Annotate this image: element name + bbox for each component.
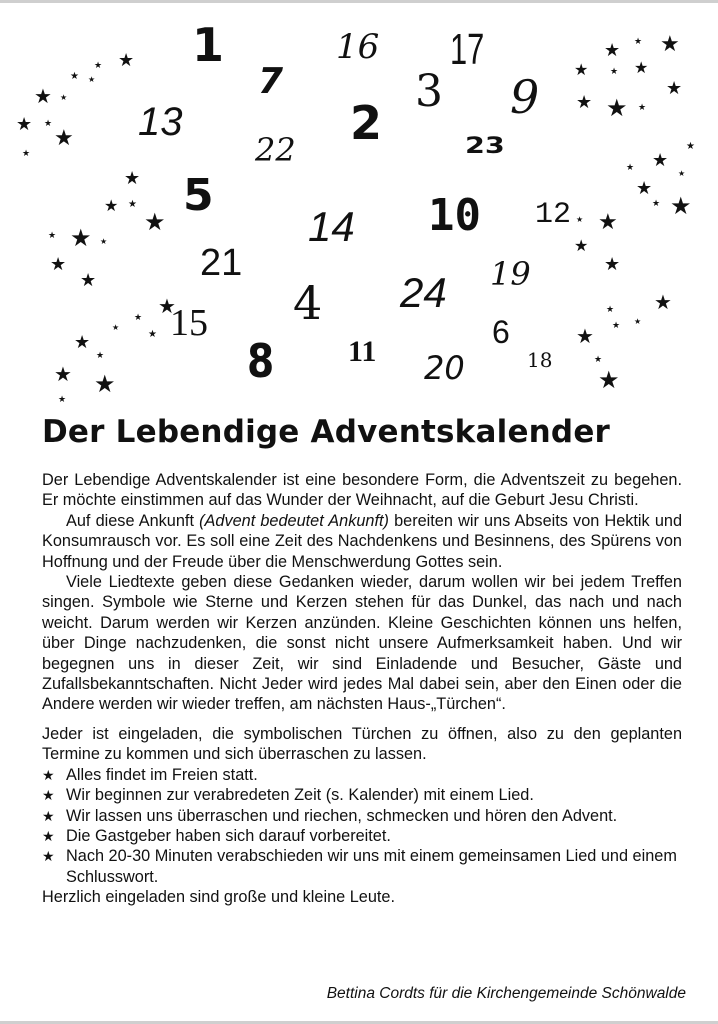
star-icon: ★ <box>612 321 621 331</box>
star-icon: ★ <box>44 119 53 129</box>
door-number: 19 <box>490 255 531 293</box>
star-icon: ★ <box>96 351 105 361</box>
italic-note: (Advent bedeutet Ankunft) <box>199 511 389 530</box>
door-number: 24 <box>400 269 447 316</box>
door-number: 10 <box>428 190 481 241</box>
page-title: Der Lebendige Adventskalender <box>42 414 611 450</box>
star-icon: ★ <box>576 215 584 224</box>
star-icon: ★ <box>652 199 661 209</box>
star-icon: ★ <box>16 114 33 135</box>
star-icon: ★ <box>94 61 103 71</box>
star-icon: ★ <box>604 254 621 275</box>
star-icon: ★ <box>54 126 74 151</box>
door-number: 1 <box>192 18 225 72</box>
star-icon: ★ <box>598 366 620 394</box>
door-number: 23 <box>465 134 505 159</box>
star-icon: ★ <box>666 78 683 99</box>
door-number: 11 <box>348 335 377 368</box>
door-number: 9 <box>510 70 540 124</box>
paragraph-intro: Der Lebendige Adventskalender ist eine besondere Form, die Adventszeit zu begehen. Er möchte einstimmen auf das Wunder der Weihnacht, auf die Geburt Jesu Christi. <box>42 471 682 510</box>
door-number: 20 <box>424 349 465 387</box>
list-item <box>42 826 682 846</box>
star-icon: ★ <box>70 71 79 82</box>
star-icon: ★ <box>50 254 67 275</box>
star-icon: ★ <box>636 178 653 199</box>
star-icon: ★ <box>634 58 649 77</box>
closing-line: Herzlich eingeladen sind große und kleine Leute. <box>42 888 395 907</box>
signature: Bettina Cordts für die Kirchengemeinde Schönwalde <box>326 985 686 1002</box>
list-item <box>42 806 682 826</box>
star-bullet-icon: ★ <box>42 807 55 824</box>
star-icon: ★ <box>100 237 108 246</box>
door-number: 14 <box>308 203 355 250</box>
star-icon: ★ <box>678 169 686 178</box>
door-number: 2 <box>350 96 383 150</box>
paragraph-invitation: Jeder ist eingeladen, die symbolischen Türchen zu öffnen, also zu den geplanten Termine zu kommen und sich überraschen zu lassen. <box>42 724 682 764</box>
list-item-text: Alles findet im Freien statt. <box>66 765 258 784</box>
star-icon: ★ <box>48 231 57 241</box>
star-icon: ★ <box>144 208 166 236</box>
star-icon: ★ <box>124 168 141 189</box>
star-icon: ★ <box>58 395 67 405</box>
star-icon: ★ <box>634 317 642 326</box>
list-item <box>42 785 682 805</box>
door-number: 3 <box>415 66 443 117</box>
list-item-text: Die Gastgeber haben sich darauf vorbereitet. <box>66 826 391 845</box>
door-number: 16 <box>336 27 380 67</box>
star-bullet-icon: ★ <box>42 787 55 804</box>
star-icon: ★ <box>594 355 603 365</box>
star-icon: ★ <box>660 32 680 57</box>
star-icon: ★ <box>652 150 669 171</box>
star-icon: ★ <box>60 93 68 102</box>
star-icon: ★ <box>112 323 120 332</box>
star-icon: ★ <box>80 270 97 291</box>
door-number: 8 <box>247 334 275 388</box>
door-number: 4 <box>293 276 323 330</box>
star-icon: ★ <box>634 37 643 47</box>
star-icon: ★ <box>88 75 96 84</box>
list-item <box>42 765 682 785</box>
star-icon: ★ <box>54 362 72 386</box>
door-number: 5 <box>183 170 214 221</box>
star-icon: ★ <box>606 305 615 315</box>
list-item-text: Wir lassen uns überraschen und riechen, schmecken und hören den Advent. <box>66 806 618 825</box>
door-number: 7 <box>258 61 284 102</box>
paragraph-ankunft <box>42 511 682 572</box>
paragraph-text: bereiten wir uns Abseits von Hektik und Konsumrausch vor. Es soll eine Zeit des Nachdenkens und Besinnens, des Spürens von Hoffnung und der Freude über die Menschwerdung Gottes sein. <box>42 511 682 571</box>
star-icon: ★ <box>22 149 31 159</box>
star-icon: ★ <box>598 210 618 235</box>
door-number: 17 <box>450 25 485 74</box>
star-icon: ★ <box>610 67 619 77</box>
star-bullet-icon: ★ <box>42 848 55 865</box>
star-icon: ★ <box>74 332 91 353</box>
star-bullet-icon: ★ <box>42 827 55 844</box>
star-icon: ★ <box>134 313 143 323</box>
star-icon: ★ <box>94 370 116 398</box>
door-number: 21 <box>200 242 243 284</box>
star-icon: ★ <box>670 192 692 220</box>
article-body <box>42 470 682 908</box>
star-icon: ★ <box>148 329 157 340</box>
star-icon: ★ <box>574 236 589 255</box>
door-number: 12 <box>535 198 572 232</box>
star-icon: ★ <box>604 40 621 61</box>
star-icon: ★ <box>654 290 672 314</box>
door-number: 6 <box>492 314 510 350</box>
star-icon: ★ <box>70 224 92 252</box>
star-bullet-icon: ★ <box>42 766 55 783</box>
star-icon: ★ <box>128 199 137 210</box>
paragraph-text: Auf diese Ankunft <box>66 511 200 530</box>
star-icon: ★ <box>576 324 594 348</box>
door-number: 22 <box>255 131 296 169</box>
star-icon: ★ <box>34 84 52 108</box>
list-item-text: Wir beginnen zur verabredeten Zeit (s. Kalender) mit einem Lied. <box>66 786 534 805</box>
star-icon: ★ <box>606 94 628 122</box>
star-icon: ★ <box>626 163 635 173</box>
paragraph-lieder: Viele Liedtexte geben diese Gedanken wieder, darum wollen wir bei jedem Treffen singen. Symbole wie Sterne und Kerzen stehen für das Dunkel, das nach und nach weicht. Darum werden wir Kerzen anzünden. Kleine Geschichten können uns helfen, über Dinge nachzudenken, die sonst nicht unsere Aufmerksamkeit haben. Und wir begegnen uns in dieser Zeit, wir sind Einladende und Besucher, Gäste und Zufallsbekanntschaften. Nicht Jeder wird jedes Mal dabei sein, aber den Einen oder die Andere werden wir wieder treffen, am nächsten Haus-„Türchen“. <box>42 573 682 714</box>
list-item <box>42 846 682 887</box>
door-number: 15 <box>170 302 208 344</box>
star-icon: ★ <box>118 50 135 71</box>
door-number: 18 <box>527 348 553 372</box>
rules-list <box>42 765 682 887</box>
star-icon: ★ <box>686 141 695 152</box>
star-icon: ★ <box>574 60 589 79</box>
list-item-text: Nach 20-30 Minuten verabschieden wir uns mit einem gemeinsamen Lied und einem Schlusswort. <box>66 847 677 886</box>
star-icon: ★ <box>576 92 593 113</box>
star-icon: ★ <box>158 294 176 318</box>
star-icon: ★ <box>104 196 119 215</box>
star-icon: ★ <box>638 103 647 113</box>
advent-calendar-illustration <box>0 0 718 415</box>
door-number: 13 <box>138 100 183 144</box>
